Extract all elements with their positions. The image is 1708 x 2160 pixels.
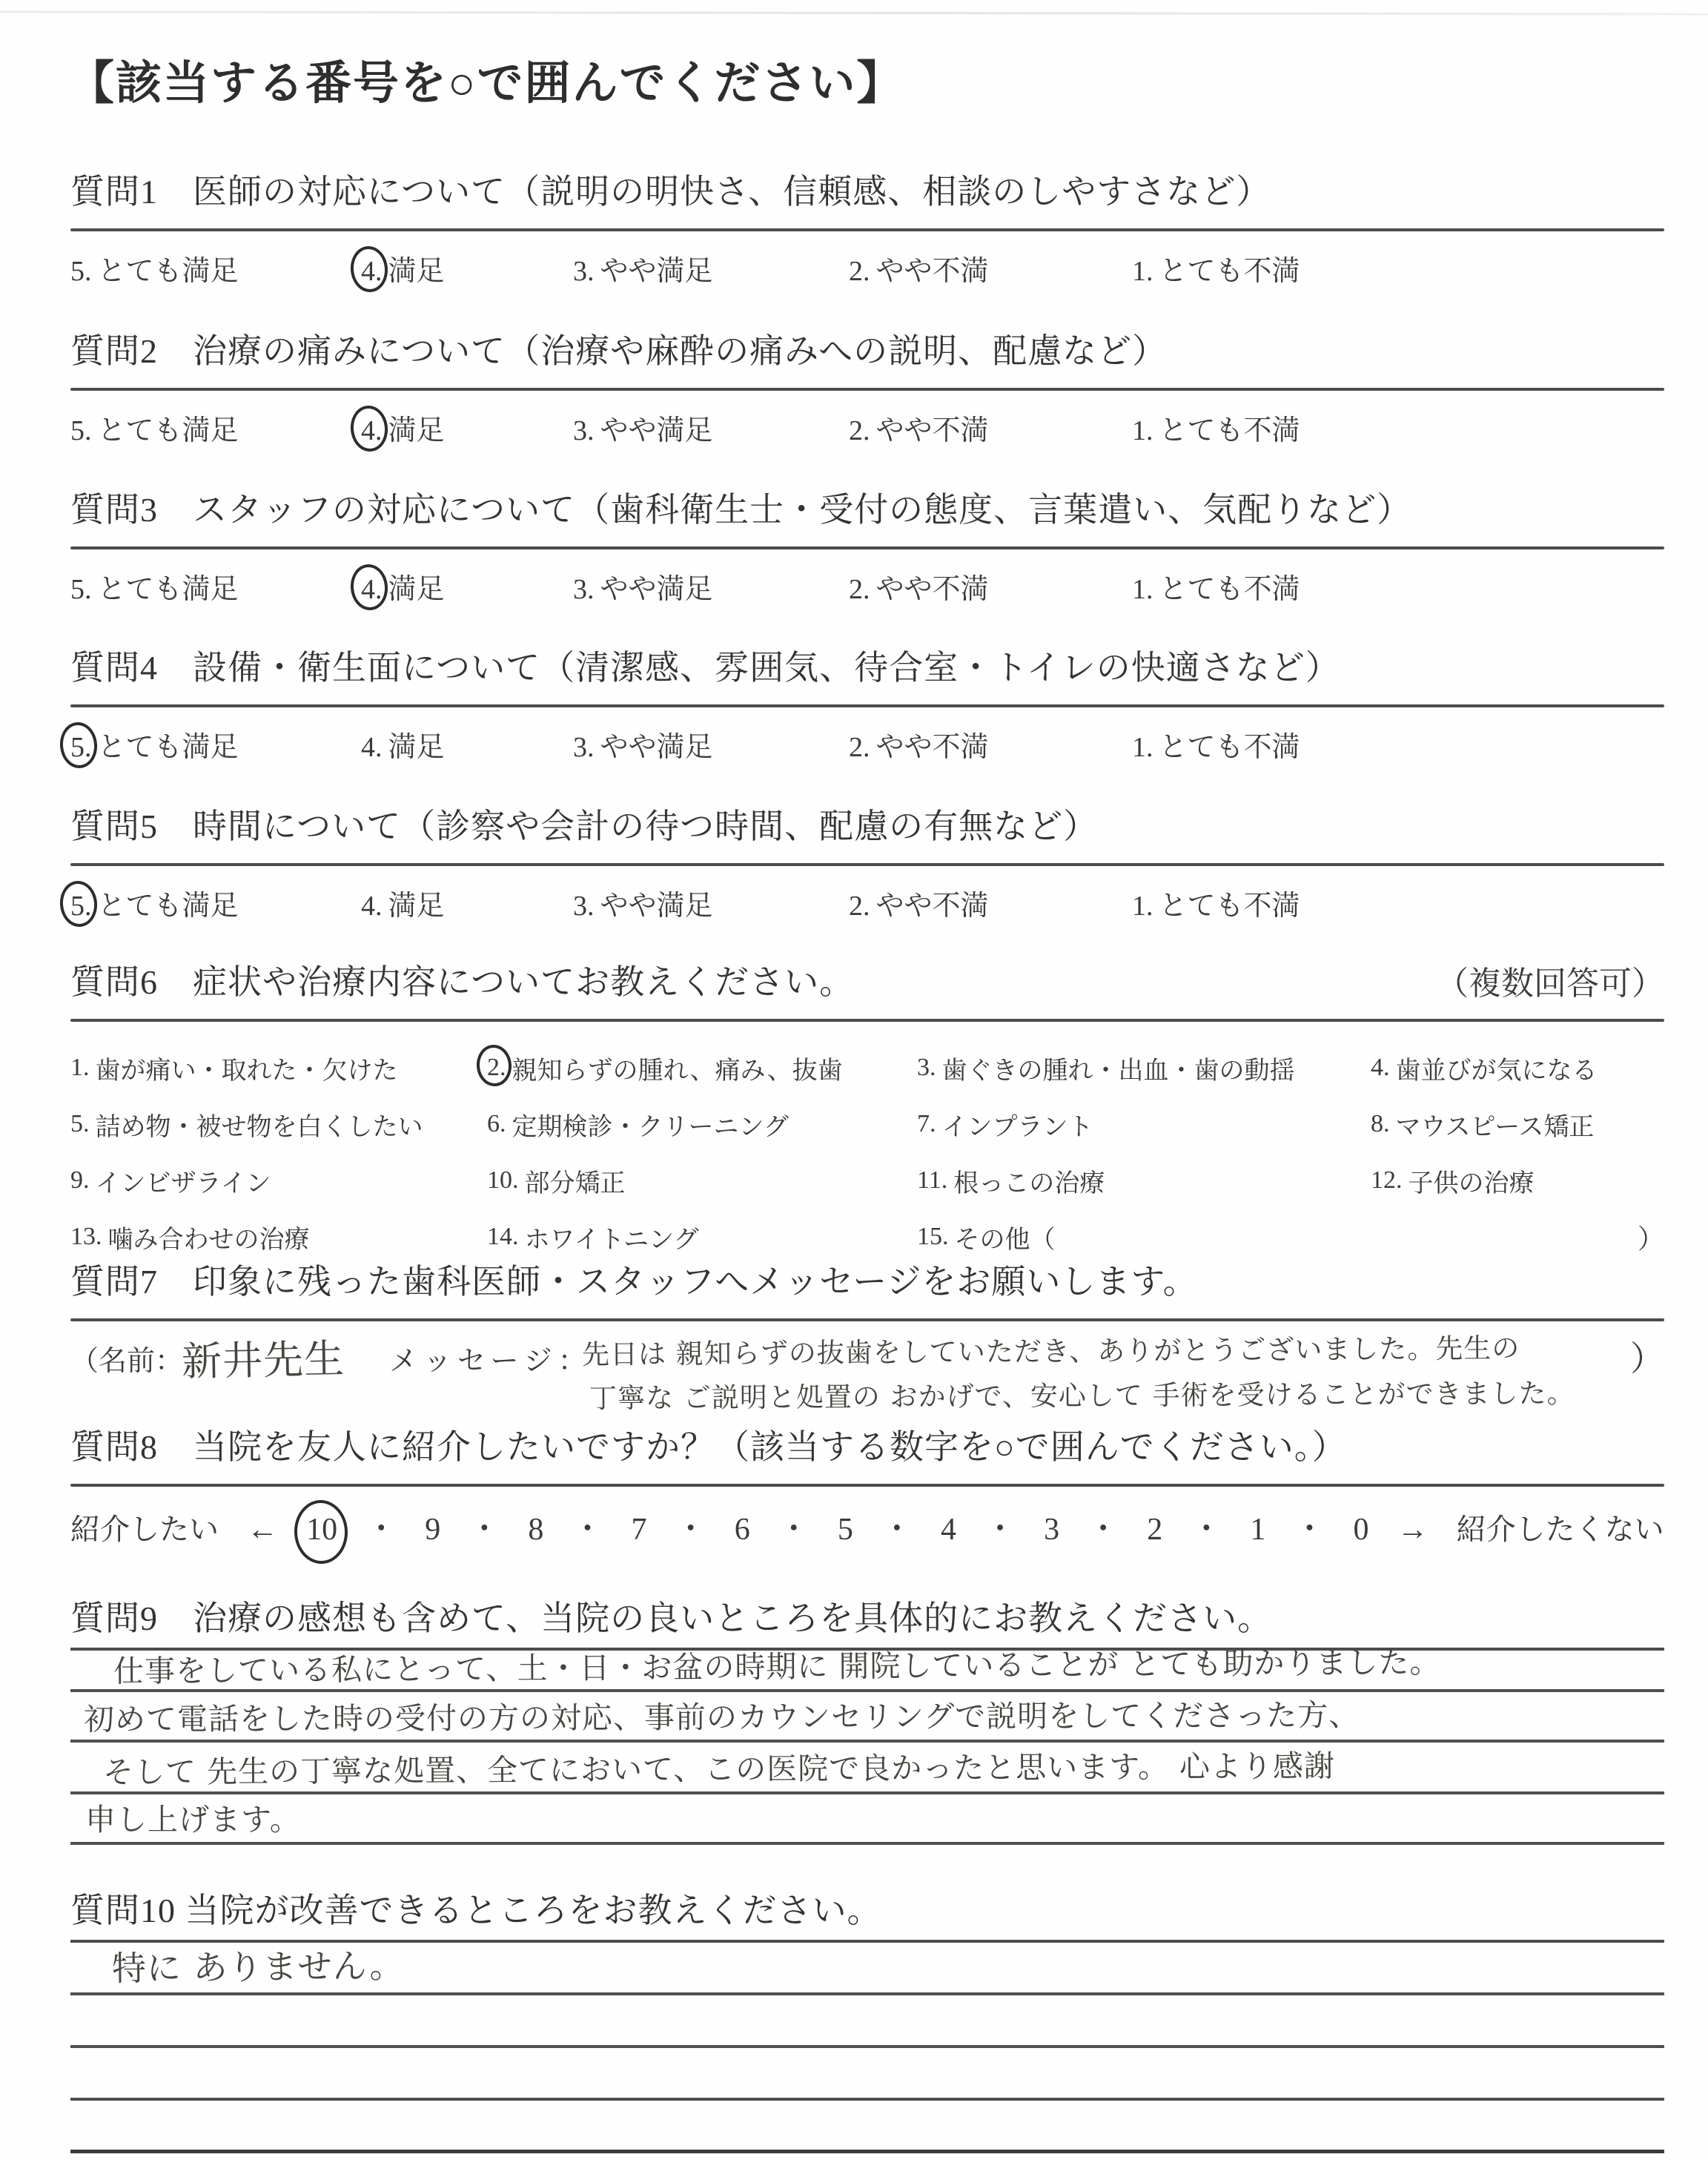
option-number: 4. bbox=[361, 256, 383, 287]
option-1 bbox=[1132, 407, 1300, 448]
question-10-answer-lines bbox=[70, 1940, 1664, 2153]
option-3 bbox=[573, 248, 849, 288]
question-4-title: 質問4 設備・衛生面について（清潔感、雰囲気、待合室・トイレの快適さなど） bbox=[70, 649, 1340, 687]
option-4 bbox=[361, 407, 573, 448]
option-2 bbox=[849, 248, 1132, 288]
option-label: とても不満 bbox=[1159, 415, 1300, 446]
question-3 bbox=[70, 483, 1664, 607]
scan-edge-line bbox=[0, 10, 1708, 15]
option-label: 満足 bbox=[388, 415, 445, 446]
item-label: 歯並びが気になる bbox=[1395, 1057, 1598, 1085]
handwritten-text: 初めて電話をした時の受付の方の対応、事前のカウンセリングで説明をしてくださった方、 bbox=[83, 1697, 1360, 1737]
question-3-title: 質問3 スタッフの対応について（歯科衛生士・受付の態度、言葉遣い、気配りなど） bbox=[70, 491, 1412, 529]
q6-other-close-paren: ） bbox=[1637, 1223, 1664, 1254]
item-number: 1. bbox=[70, 1054, 90, 1081]
option-number: 1. bbox=[1132, 732, 1153, 763]
divider bbox=[70, 704, 1664, 707]
q6-item-6 bbox=[487, 1096, 917, 1152]
item-label: 定期検診・クリーニング bbox=[512, 1113, 789, 1141]
question-3-options bbox=[70, 566, 1664, 607]
message-handwritten-line-2: 丁寧な ご説明と処置の おかげで、安心して 手術を受けることができました。 bbox=[589, 1377, 1575, 1415]
option-number: 4. bbox=[361, 891, 383, 922]
q6-item-3 bbox=[917, 1040, 1371, 1096]
multi-answer-note: （複数回答可） bbox=[1436, 965, 1664, 1002]
q6-item-7 bbox=[917, 1096, 1371, 1152]
option-5 bbox=[70, 724, 361, 764]
dot-separator: ・ bbox=[1191, 1513, 1222, 1547]
scale-number-2: 2 bbox=[1147, 1513, 1163, 1547]
item-number: 12. bbox=[1371, 1166, 1403, 1194]
option-4 bbox=[361, 248, 573, 288]
item-number: 13. bbox=[70, 1223, 102, 1250]
question-4 bbox=[70, 641, 1664, 764]
question-6-title: 質問6 症状や治療内容についてお教えください。 bbox=[70, 963, 855, 1001]
question-9-title: 質問9 治療の感想も含めて、当院の良いところを具体的にお教えください。 bbox=[70, 1599, 1273, 1637]
divider bbox=[70, 863, 1664, 866]
option-number: 2. bbox=[849, 891, 870, 922]
option-label: やや満足 bbox=[600, 891, 713, 922]
option-2 bbox=[849, 407, 1132, 448]
option-label: やや不満 bbox=[875, 574, 989, 605]
question-4-options bbox=[70, 724, 1664, 764]
item-number: 14. bbox=[487, 1223, 519, 1250]
q6-item-2 bbox=[487, 1040, 917, 1096]
question-2-title: 質問2 治療の痛みについて（治療や麻酔の痛みへの説明、配慮など） bbox=[70, 332, 1168, 370]
option-label: とても満足 bbox=[97, 415, 239, 446]
option-label: 満足 bbox=[388, 574, 445, 605]
question-2-options bbox=[70, 407, 1664, 448]
question-5 bbox=[70, 799, 1664, 923]
scale-number-3: 3 bbox=[1044, 1513, 1060, 1547]
q6-item-1 bbox=[70, 1040, 487, 1096]
option-label: とても不満 bbox=[1159, 732, 1300, 763]
scale-number-7: 7 bbox=[631, 1513, 647, 1547]
option-number: 5. bbox=[70, 891, 92, 922]
option-number: 4. bbox=[361, 574, 383, 605]
scale-number-1: 1 bbox=[1250, 1513, 1266, 1547]
handwritten-text: そして 先生の丁寧な処置、全てにおいて、この医院で良かったと思います。 心より感謝 bbox=[102, 1748, 1336, 1791]
item-label: 詰め物・被せ物を白くしたい bbox=[95, 1113, 423, 1141]
option-label: やや満足 bbox=[600, 732, 713, 763]
name-handwritten-value: 新井先生 bbox=[181, 1335, 345, 1385]
option-label: とても満足 bbox=[97, 732, 239, 763]
item-label: 子供の治療 bbox=[1408, 1169, 1535, 1198]
scale-number-8: 8 bbox=[528, 1513, 544, 1547]
divider bbox=[70, 546, 1664, 549]
item-label: 噛み合わせの治療 bbox=[107, 1226, 310, 1254]
option-number: 2. bbox=[849, 732, 870, 763]
item-label: インプラント bbox=[941, 1113, 1093, 1141]
item-label: 親知らずの腫れ、痛み、抜歯 bbox=[512, 1057, 843, 1085]
answer-line bbox=[70, 2048, 1664, 2101]
option-label: とても満足 bbox=[97, 256, 239, 287]
question-6 bbox=[70, 955, 1664, 1265]
option-label: 満足 bbox=[388, 256, 445, 287]
question-1-title: 質問1 医師の対応について（説明の明快さ、信頼感、相談のしやすさなど） bbox=[70, 173, 1271, 211]
option-3 bbox=[573, 882, 849, 923]
option-label: やや満足 bbox=[600, 574, 713, 605]
item-label: ホワイトニング bbox=[524, 1226, 699, 1254]
scale-right-label: 紹介したくない bbox=[1456, 1513, 1664, 1546]
option-label: やや不満 bbox=[875, 415, 989, 446]
q6-item-9 bbox=[70, 1152, 487, 1209]
handwritten-text: 特に ありません。 bbox=[111, 1945, 405, 1989]
item-number: 7. bbox=[917, 1110, 936, 1137]
item-label: 根っこの治療 bbox=[953, 1169, 1105, 1198]
option-label: 満足 bbox=[388, 732, 445, 763]
question-10 bbox=[70, 1883, 1664, 2153]
option-number: 3. bbox=[573, 256, 595, 287]
item-number: 2. bbox=[487, 1054, 506, 1081]
option-number: 2. bbox=[849, 415, 870, 446]
option-2 bbox=[849, 566, 1132, 607]
option-number: 2. bbox=[849, 574, 870, 605]
dot-separator: ・ bbox=[1088, 1513, 1119, 1547]
dot-separator: ・ bbox=[469, 1513, 500, 1547]
option-number: 5. bbox=[70, 732, 92, 763]
scale-left-label: 紹介したい bbox=[70, 1513, 219, 1546]
question-1 bbox=[70, 165, 1664, 288]
answer-line bbox=[70, 1794, 1664, 1845]
option-label: とても満足 bbox=[97, 574, 239, 605]
option-1 bbox=[1132, 566, 1300, 607]
item-number: 10. bbox=[487, 1166, 519, 1194]
item-number: 6. bbox=[487, 1110, 506, 1137]
dot-separator: ・ bbox=[881, 1513, 913, 1547]
option-3 bbox=[573, 724, 849, 764]
option-number: 4. bbox=[361, 415, 383, 446]
handwritten-text: 申し上げます。 bbox=[85, 1802, 301, 1837]
q6-item-12 bbox=[1371, 1152, 1664, 1209]
answer-line bbox=[70, 1743, 1664, 1794]
option-label: とても不満 bbox=[1159, 891, 1300, 922]
option-label: とても不満 bbox=[1159, 256, 1300, 287]
message-handwritten-line-1: 先日は 親知らずの抜歯をしていただき、ありがとうございました。先生の bbox=[581, 1332, 1520, 1371]
option-label: とても不満 bbox=[1159, 574, 1300, 605]
message-field-label: メッセージ： bbox=[389, 1346, 592, 1377]
answer-line bbox=[70, 1995, 1664, 2048]
scale-number-0: 0 bbox=[1353, 1513, 1369, 1547]
divider bbox=[70, 1318, 1664, 1321]
question-10-title: 質問10 当院が改善できるところをお教えください。 bbox=[70, 1892, 882, 1929]
option-4 bbox=[361, 566, 573, 607]
option-label: とても満足 bbox=[97, 891, 239, 922]
divider bbox=[70, 1484, 1664, 1487]
item-number: 15. bbox=[917, 1223, 949, 1250]
right-arrow-icon: → bbox=[1397, 1513, 1429, 1547]
dot-separator: ・ bbox=[365, 1513, 397, 1547]
option-label: やや満足 bbox=[600, 415, 713, 446]
option-number: 3. bbox=[573, 415, 595, 446]
scale-number-10: 10 bbox=[306, 1513, 338, 1547]
option-number: 3. bbox=[573, 891, 595, 922]
scale-number-4: 4 bbox=[940, 1513, 956, 1547]
item-label: インビザライン bbox=[95, 1169, 271, 1198]
option-label: やや満足 bbox=[600, 256, 713, 287]
divider bbox=[70, 388, 1664, 391]
q6-item-4 bbox=[1371, 1040, 1664, 1096]
closing-paren: ） bbox=[1630, 1340, 1664, 1378]
dot-separator: ・ bbox=[1294, 1513, 1325, 1547]
divider bbox=[70, 228, 1664, 231]
item-label: 歯ぐきの腫れ・出血・歯の動揺 bbox=[941, 1057, 1295, 1085]
scale-number-6: 6 bbox=[734, 1513, 750, 1547]
option-2 bbox=[849, 882, 1132, 923]
dot-separator: ・ bbox=[984, 1513, 1016, 1547]
item-number: 11. bbox=[917, 1166, 948, 1194]
handwritten-text: 仕事をしている私にとって、土・日・お盆の時期に 開院していることが とても助かりました。 bbox=[113, 1644, 1441, 1690]
question-8 bbox=[70, 1420, 1664, 1549]
option-5 bbox=[70, 248, 361, 288]
answer-line bbox=[70, 1644, 1664, 1692]
scale-number-9: 9 bbox=[425, 1513, 441, 1547]
question-1-options bbox=[70, 248, 1664, 288]
item-label: 部分矯正 bbox=[524, 1169, 626, 1198]
answer-line bbox=[70, 1943, 1664, 1995]
item-label: マウスピース矯正 bbox=[1395, 1113, 1595, 1141]
option-number: 4. bbox=[361, 732, 383, 763]
option-number: 3. bbox=[573, 574, 595, 605]
option-number: 5. bbox=[70, 256, 92, 287]
divider bbox=[70, 1019, 1664, 1022]
left-arrow-icon: ← bbox=[247, 1513, 279, 1547]
answer-line bbox=[70, 2101, 1664, 2153]
item-label: 歯が痛い・取れた・欠けた bbox=[95, 1057, 398, 1085]
option-3 bbox=[573, 566, 849, 607]
nps-scale bbox=[70, 1505, 1664, 1549]
option-4 bbox=[361, 724, 573, 764]
option-number: 1. bbox=[1132, 574, 1153, 605]
option-5 bbox=[70, 882, 361, 923]
option-1 bbox=[1132, 882, 1300, 923]
option-number: 5. bbox=[70, 574, 92, 605]
option-label: やや不満 bbox=[875, 891, 989, 922]
option-5 bbox=[70, 407, 361, 448]
question-9 bbox=[70, 1591, 1664, 1845]
option-number: 2. bbox=[849, 256, 870, 287]
option-2 bbox=[849, 724, 1132, 764]
question-5-title: 質問5 時間について（診察や会計の待つ時間、配慮の有無など） bbox=[70, 807, 1099, 845]
question-7 bbox=[70, 1255, 1664, 1439]
dot-separator: ・ bbox=[778, 1513, 810, 1547]
q6-item-5 bbox=[70, 1096, 487, 1152]
scale-number-5: 5 bbox=[837, 1513, 853, 1547]
answer-line bbox=[70, 1692, 1664, 1743]
item-number: 3. bbox=[917, 1054, 936, 1081]
question-2 bbox=[70, 324, 1664, 448]
option-number: 1. bbox=[1132, 891, 1153, 922]
item-number: 5. bbox=[70, 1110, 90, 1137]
q6-item-11 bbox=[917, 1152, 1371, 1209]
q6-item-10 bbox=[487, 1152, 917, 1209]
option-5 bbox=[70, 566, 361, 607]
option-label: やや不満 bbox=[875, 256, 989, 287]
item-number: 8. bbox=[1371, 1110, 1390, 1137]
option-1 bbox=[1132, 724, 1300, 764]
item-label: その他（ bbox=[954, 1226, 1056, 1254]
option-label: 満足 bbox=[388, 891, 445, 922]
question-6-items bbox=[70, 1040, 1664, 1265]
item-number: 9. bbox=[70, 1166, 90, 1194]
option-number: 1. bbox=[1132, 256, 1153, 287]
question-8-title: 質問8 当院を友人に紹介したいですか？（該当する数字を○で囲んでください。） bbox=[70, 1428, 1347, 1466]
dot-separator: ・ bbox=[675, 1513, 706, 1547]
name-field-label: （名前： bbox=[70, 1346, 184, 1377]
question-9-answer-lines bbox=[70, 1644, 1664, 1845]
page-title: 【該当する番号を○で囲んでください】 bbox=[68, 59, 904, 109]
option-3 bbox=[573, 407, 849, 448]
option-label: やや不満 bbox=[875, 732, 989, 763]
question-5-options bbox=[70, 882, 1664, 923]
option-number: 3. bbox=[573, 732, 595, 763]
question-7-title: 質問7 印象に残った歯科医師・スタッフへメッセージをお願いします。 bbox=[70, 1263, 1198, 1301]
option-number: 1. bbox=[1132, 415, 1153, 446]
option-number: 5. bbox=[70, 415, 92, 446]
dot-separator: ・ bbox=[572, 1513, 603, 1547]
option-1 bbox=[1132, 248, 1300, 288]
option-4 bbox=[361, 882, 573, 923]
item-number: 4. bbox=[1371, 1054, 1390, 1081]
q6-item-8 bbox=[1371, 1096, 1664, 1152]
